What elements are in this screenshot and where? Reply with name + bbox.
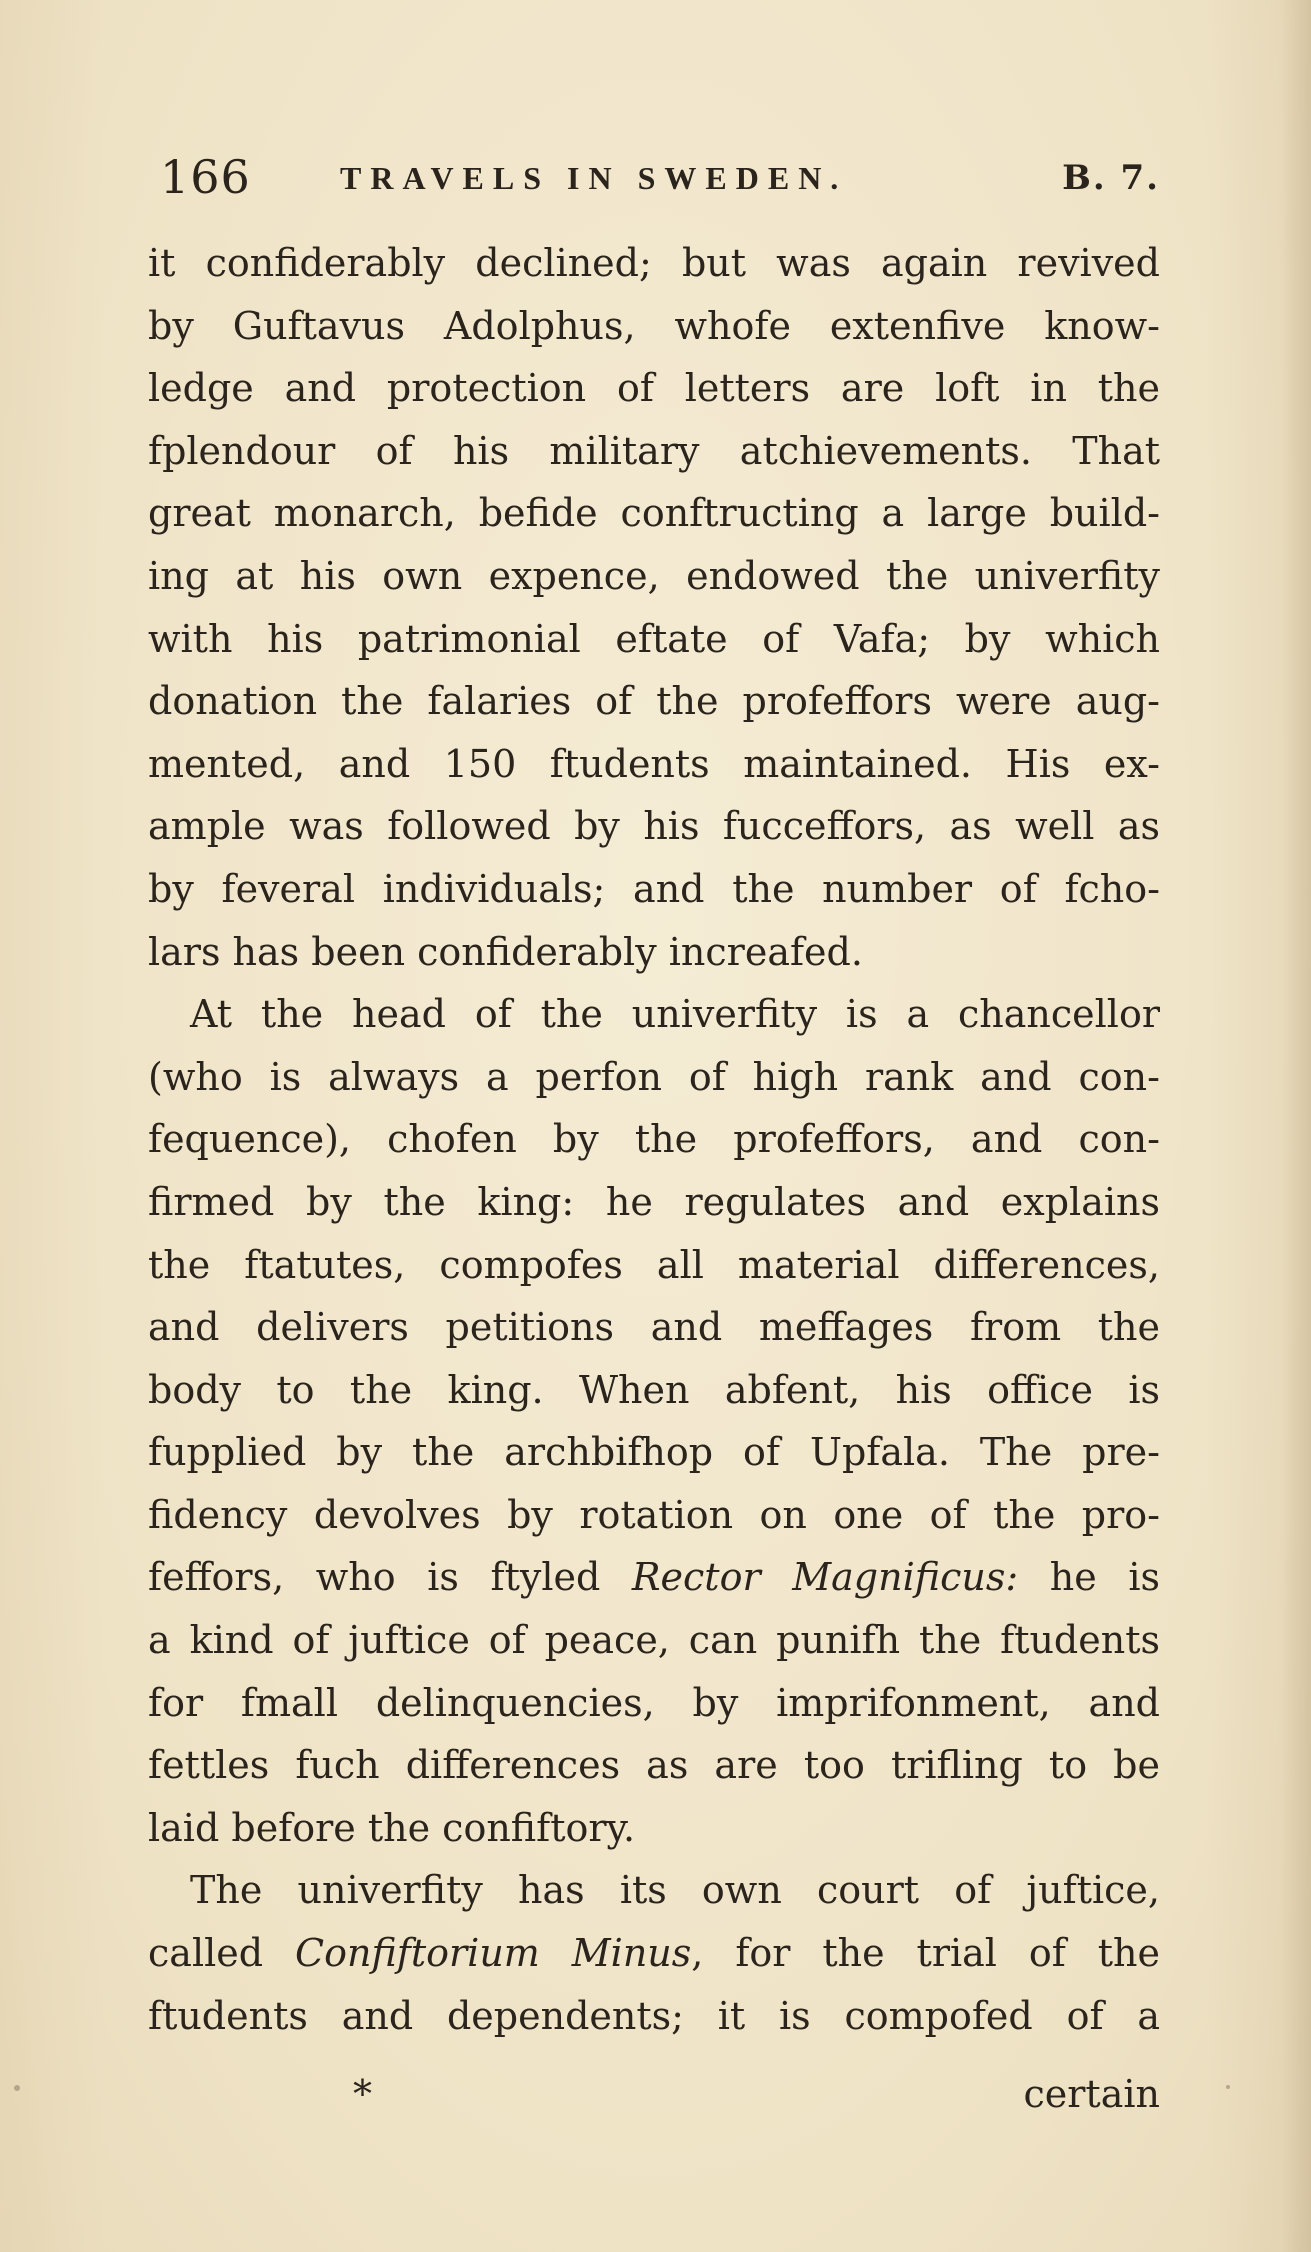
- paper-speck: [14, 2085, 20, 2091]
- text-line: ample was followed by his fucceffors, as well as: [148, 804, 1160, 849]
- text-line: ftudents and dependents; it is compofed of a: [148, 1993, 1160, 2038]
- text-line: lars has been confiderably increafed.: [148, 929, 863, 974]
- text-line: it confiderably declined; but was again revived: [148, 241, 1160, 285]
- text-line: and delivers petitions and meffages from the: [148, 1305, 1160, 1350]
- text-line: ing at his own expence, endowed the univerfity: [148, 553, 1160, 598]
- body-text: [148, 232, 1160, 2047]
- text-line: (who is always a perfon of high rank and con-: [148, 1054, 1160, 1099]
- text-line: fidency devolves by rotation on one of the pro-: [148, 1492, 1160, 1537]
- signature-mark: *: [353, 2072, 372, 2116]
- text-line: body to the king. When abfent, his office is: [148, 1367, 1160, 1412]
- catchword: certain: [1023, 2072, 1160, 2116]
- text-line: laid before the confiftory.: [148, 1805, 636, 1850]
- text-line: great monarch, befide conftructing a large build-: [148, 491, 1160, 536]
- text-line: a kind of juftice of peace, can punifh the ftudents: [148, 1618, 1160, 1663]
- page-footer: [148, 2072, 1160, 2132]
- text-line: At the head of the univerfity is a chancellor: [190, 992, 1160, 1037]
- text-line: fettles fuch differences as are too trifling to be: [148, 1743, 1160, 1788]
- paper-speck: [1226, 2085, 1230, 2089]
- text-line: for fmall delinquencies, by imprifonment, and: [148, 1680, 1160, 1725]
- text-line: donation the falaries of the profeffors were aug-: [148, 679, 1160, 724]
- page-number: 166: [160, 150, 251, 204]
- text-line: ledge and protection of letters are loft in the: [148, 366, 1160, 411]
- book-reference: B. 7.: [1062, 158, 1160, 198]
- text-line: firmed by the king: he regulates and explains: [148, 1179, 1160, 1224]
- text-line: fplendour of his military atchievements. That: [148, 428, 1160, 473]
- text-line: The univerfity has its own court of juftice,: [190, 1868, 1160, 1913]
- text-line: the ftatutes, compofes all material differences,: [148, 1242, 1160, 1287]
- text-line: called Confiftorium Minus, for the trial of the: [148, 1931, 1160, 1976]
- text-line: fupplied by the archbifhop of Upfala. The pre-: [148, 1430, 1160, 1475]
- page-gutter-shadow: [1281, 0, 1311, 2252]
- text-line: by Guftavus Adolphus, whofe extenfive know-: [148, 303, 1160, 348]
- text-line: feffors, who is ftyled Rector Magnificus: he is: [148, 1555, 1160, 1600]
- running-title: TRAVELS IN SWEDEN.: [340, 160, 848, 196]
- page-header: [160, 150, 1160, 204]
- text-line: with his patrimonial eftate of Vafa; by which: [148, 616, 1160, 661]
- text-line: by feveral individuals; and the number of fcho-: [148, 866, 1160, 911]
- text-line: mented, and 150 ftudents maintained. His ex-: [148, 741, 1160, 786]
- text-line: fequence), chofen by the profeffors, and con-: [148, 1117, 1160, 1162]
